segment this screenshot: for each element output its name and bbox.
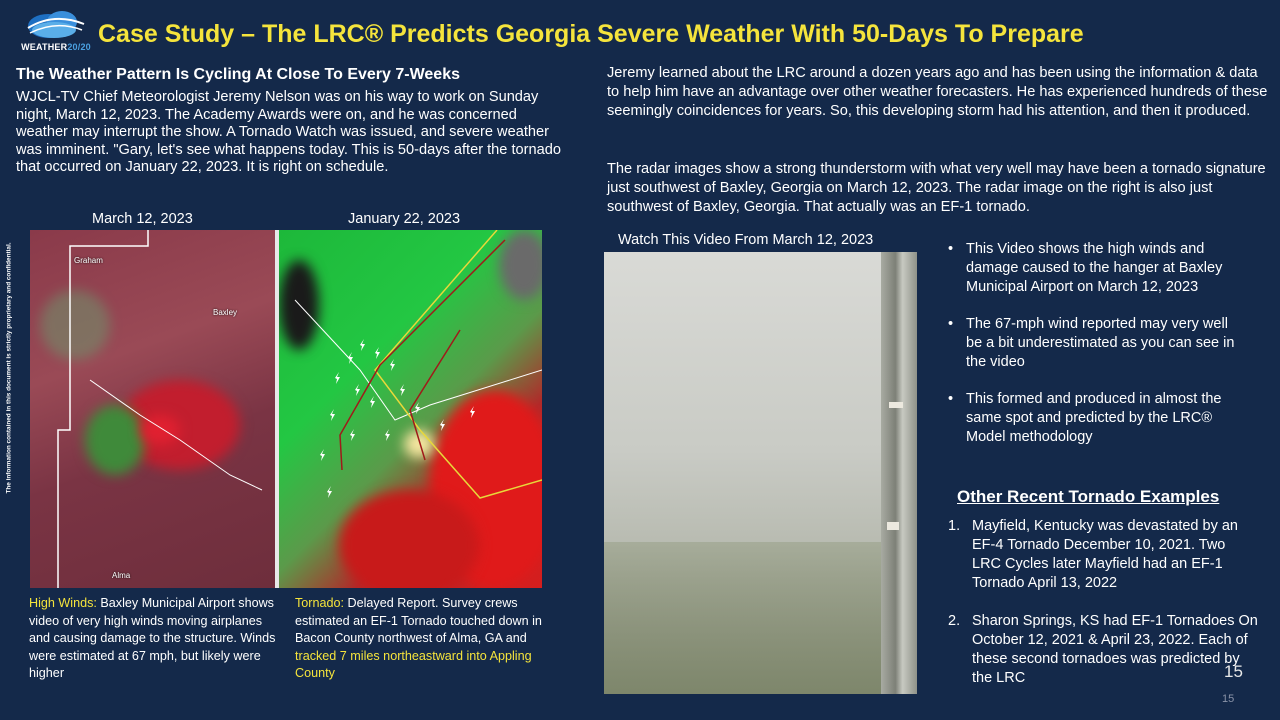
- radar-date-left: March 12, 2023: [92, 211, 193, 227]
- list-item: • This formed and produced in almost the same spot and predicted by the LRC® Model methodology: [948, 390, 1248, 447]
- cloud-logo-icon: [14, 8, 98, 42]
- examples-list: [948, 517, 1258, 707]
- caption-label-high-winds: High Winds:: [29, 596, 97, 610]
- map-label-alma: Alma: [112, 571, 131, 580]
- section-heading: The Weather Pattern Is Cycling At Close To Every 7-Weeks: [16, 66, 460, 83]
- examples-heading: Other Recent Tornado Examples: [957, 487, 1220, 506]
- list-item-number: 2.: [948, 613, 961, 629]
- confidential-note: The information contained in this document is strictly proprietary and confidential.: [5, 242, 13, 494]
- radar-paragraph: The radar images show a strong thunderstorm with what very well may have been a tornado signature just southwest of Baxley, Georgia on March 12, 2023. The radar image on the right is also just southwest of Baxley, Georgia. That actually was an EF-1 tornado.: [607, 161, 1266, 215]
- caption-text-tornado: Delayed Report. Survey crews estimated an EF-1 Tornado touched down in Bacon County northwest of Alma, GA and: [295, 596, 542, 646]
- weather2020-logo: [14, 8, 98, 56]
- intro-paragraph: WJCL-TV Chief Meteorologist Jeremy Nelson was on his way to work on Sunday night, March 12, 2023. The Academy Awards were on, and he was concerned weather may interrupt the show. A Tornado Watch was issued, and severe weather was imminent. "Gary, let's see what happens today. This is 50-days after the tornado that occurred on January 22, 2023. It is right on schedule.: [16, 89, 561, 176]
- logo-text: WEATHER20/20: [21, 42, 91, 52]
- map-label-graham: Graham: [74, 256, 103, 265]
- map-label-baxley: Baxley: [213, 308, 238, 317]
- list-item-text: Sharon Springs, KS had EF-1 Tornadoes On October 12, 2021 & April 23, 2022. Each of these second tornadoes was predicted by the LRC: [972, 613, 1258, 686]
- caption-tornado: [295, 595, 543, 683]
- caption-high-winds: [29, 595, 283, 683]
- radar-date-right: January 22, 2023: [348, 211, 461, 227]
- page-title: Case Study – The LRC® Predicts Georgia Severe Weather With 50-Days To Prepare: [98, 20, 1084, 48]
- caption-text-high-winds: Baxley Municipal Airport shows video of very high winds moving airplanes and causing damage to the structure. Winds were estimated at 67 mph, but likely were higher: [29, 596, 276, 681]
- page-number-small: 15: [1222, 693, 1235, 705]
- list-item: [948, 517, 1258, 593]
- radar-overlay: [30, 230, 542, 588]
- video-label: Watch This Video From March 12, 2023: [618, 232, 874, 248]
- list-item-number: 1.: [948, 518, 961, 534]
- list-item-text: Mayfield, Kentucky was devastated by an EF-4 Tornado December 10, 2021. Two LRC Cycles later Mayfield had an EF-1 Tornado April 13, 2022: [972, 518, 1238, 591]
- caption-highlight-tornado: tracked 7 miles northeastward into Appling County: [295, 648, 532, 681]
- list-item: [948, 612, 1258, 688]
- radar-images: [30, 230, 542, 588]
- caption-label-tornado: Tornado:: [295, 596, 345, 610]
- list-item: • This Video shows the high winds and damage caused to the hanger at Baxley Municipal Airport on March 12, 2023: [948, 240, 1248, 297]
- video-ground: [604, 542, 884, 694]
- page-number: 15: [1224, 662, 1243, 681]
- video-hangar-edge: [881, 252, 917, 694]
- video-bullet-list: [948, 240, 1248, 465]
- list-item: • The 67-mph wind reported may very well be a bit underestimated as you can see in the video: [948, 315, 1248, 372]
- lrc-paragraph: Jeremy learned about the LRC around a dozen years ago and has been using the information & data to help him have an advantage over other weather forecasters. He has experienced hundreds of these seemingly coincidences for years. So, this developing storm had his attention, and then it produced.: [607, 65, 1268, 119]
- video-player[interactable]: [604, 252, 917, 694]
